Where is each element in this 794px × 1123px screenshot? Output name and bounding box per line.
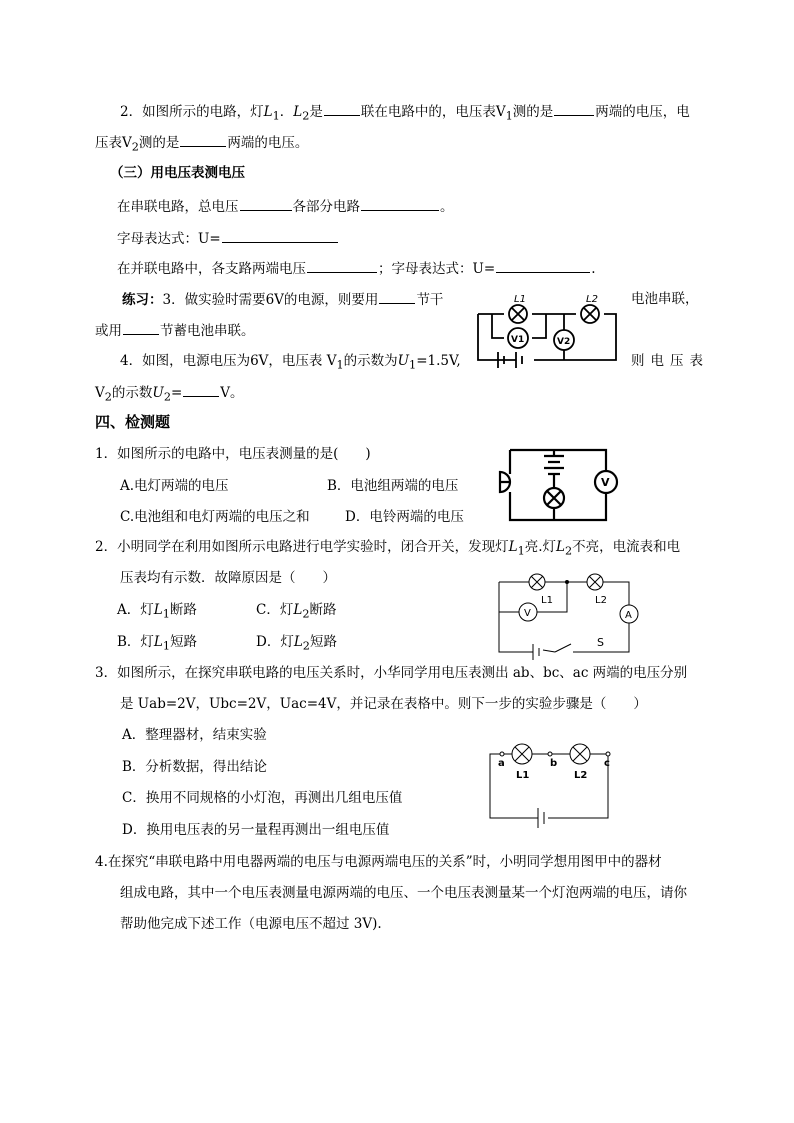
q2-text: 压表: [95, 135, 122, 151]
var-U: U: [397, 353, 410, 369]
text: 各部分电路: [292, 199, 360, 215]
part3-line2: [117, 228, 339, 249]
text: 2．小明同学在利用如图所示电路进行电学实验时，闭合开关，发现灯: [95, 539, 509, 555]
text: =1.5V,: [416, 353, 461, 369]
answer-blank[interactable]: [307, 258, 377, 273]
answer-blank[interactable]: [379, 289, 415, 304]
q2-line1: [120, 101, 690, 127]
text: A．灯: [117, 602, 154, 618]
answer-blank[interactable]: [240, 196, 292, 211]
var-L: L: [153, 602, 163, 618]
q1-option-c[interactable]: C.电池组和电灯两端的电压之和: [120, 509, 310, 525]
q2-text: 两端的电压。: [227, 135, 309, 151]
sub: 1: [505, 109, 513, 123]
lamp-l2-cross: [584, 308, 596, 320]
q3-option-d[interactable]: D．换用电压表的另一量程再测出一组电压值: [122, 822, 390, 838]
q2-text: 联在电路中的，电压表: [360, 104, 496, 120]
label-L1: L1: [514, 294, 526, 305]
text: C．灯: [256, 602, 294, 618]
q3-line1: 3．如图所示，在探究串联电路的电压关系时，小华同学用电压表测出 ab、bc、ac 两端的电压分别: [95, 665, 688, 681]
text: 在串联电路，总电压: [117, 199, 239, 215]
label-V: V: [524, 608, 531, 619]
answer-blank[interactable]: [324, 101, 360, 116]
label-S: S: [597, 636, 604, 649]
ex4-line1: [120, 351, 461, 376]
q2-line2: [95, 132, 308, 158]
q3-option-c[interactable]: C．换用不同规格的小灯泡，再测出几组电压值: [122, 790, 403, 806]
part3-line1: [117, 196, 454, 217]
figure-q3-circuit: [488, 742, 618, 827]
var-L: L: [153, 634, 163, 650]
text: 节干: [416, 292, 444, 308]
q3-option-a[interactable]: A．整理器材，结束实验: [122, 727, 267, 743]
q3-option-b[interactable]: B．分析数据，得出结论: [122, 759, 267, 775]
lamp-l1-cross: [512, 308, 524, 320]
sub: 2: [302, 607, 310, 621]
text: 字母表达式：U=: [117, 231, 221, 247]
sub: 2: [302, 639, 310, 653]
q2-text: 测的是: [138, 135, 180, 151]
wire: [490, 754, 608, 818]
q4-line3: 帮助他完成下述工作（电源电压不超过 3V).: [120, 916, 382, 932]
answer-blank[interactable]: [180, 132, 226, 147]
text: 在并联电路中，各支路两端电压: [117, 261, 306, 277]
var-L: L: [263, 104, 273, 120]
q3-line2: 是 Uab=2V，Ubc=2V，Uac=4V，并记录在表格中。则下一步的实验步骤是（ ）: [120, 696, 647, 712]
ex3-line1: [122, 289, 443, 310]
sub: 2: [565, 544, 573, 558]
var-L: L: [508, 539, 518, 555]
label-L2: L2: [574, 770, 588, 781]
text: 短路: [309, 634, 337, 650]
lamp-l1-cross: [531, 576, 543, 588]
sub: 2: [131, 140, 139, 154]
battery-icon: [538, 808, 544, 828]
text: 。: [440, 199, 454, 215]
sub: 1: [272, 109, 280, 123]
battery-icon: [533, 644, 539, 660]
lamp-cross: [547, 491, 561, 505]
bell-icon: [500, 472, 510, 492]
q2-text: 测的是: [512, 104, 554, 120]
text: 亮.灯: [524, 539, 557, 555]
sub: 2: [104, 390, 112, 404]
switch-icon: [555, 644, 571, 652]
label-L1: L1: [541, 595, 553, 606]
label-L1: L1: [516, 770, 530, 781]
q4-line2: 组成电路，其中一个电压表测量电源两端的电压、一个电压表测量某一个灯泡两端的电压，请你: [120, 885, 687, 901]
figure-ex4-circuit: [476, 290, 626, 370]
text: =: [170, 385, 183, 401]
wire: [510, 450, 606, 520]
sub: 1: [336, 358, 344, 372]
answer-blank[interactable]: [496, 258, 590, 273]
q4-line1: 4.在探究“串联电路中用电器两端的电压与电源两端电压的关系”时，小明同学想用图甲中的器材: [95, 854, 662, 870]
text: 断路: [169, 602, 197, 618]
exercise-label: 练习：: [122, 292, 163, 308]
q2b-line1: [95, 537, 680, 562]
text: D．灯: [256, 634, 294, 650]
lamp-l2-cross: [589, 576, 601, 588]
ex4-line2: [95, 382, 244, 408]
var-L: L: [556, 539, 565, 555]
q2b-option-a[interactable]: [117, 600, 197, 625]
var-L: L: [293, 634, 303, 650]
q2-text: 两端的电压，电: [595, 104, 690, 120]
label-b: b: [550, 758, 558, 769]
text: ；字母表达式：U=: [378, 261, 496, 277]
text: 的示数为: [343, 353, 398, 369]
label-L2: L2: [586, 294, 598, 305]
answer-blank[interactable]: [123, 320, 159, 335]
ex3-line2: [95, 320, 255, 341]
lamp-l1-cross: [515, 747, 529, 761]
terminal-c: [606, 752, 610, 756]
ex4-line1-end: 则电压表: [631, 353, 709, 369]
text: 的示数: [111, 385, 153, 401]
sub: 1: [162, 607, 170, 621]
figure-q2-circuit: [489, 570, 639, 660]
terminal-b: [548, 752, 552, 756]
text: 3．做实验时需要6V的电源，则要用: [162, 292, 379, 308]
q2b-option-c[interactable]: [256, 600, 336, 625]
var-V: V: [122, 135, 132, 151]
sub: 1: [517, 544, 525, 558]
label-V1: V1: [511, 335, 525, 345]
text: 4．如图，电源电压为6V，电压表 V: [120, 353, 337, 369]
label-A: A: [625, 610, 632, 621]
text: V。: [220, 385, 244, 401]
q2-text: 是: [309, 104, 323, 120]
battery-icon: [544, 450, 564, 520]
answer-blank[interactable]: [222, 228, 338, 243]
label-c: c: [604, 758, 610, 769]
text: 或用: [95, 323, 122, 339]
q1-option-d[interactable]: D．电铃两端的电压: [345, 509, 464, 525]
sub: 1: [409, 358, 417, 372]
text: .: [591, 261, 596, 277]
text: 不亮，电流表和电: [572, 539, 681, 555]
q2b-option-b[interactable]: [117, 632, 197, 657]
text: 短路: [170, 634, 198, 650]
q1-option-b[interactable]: B．电池组两端的电压: [327, 478, 459, 494]
text: 节蓄电池串联。: [160, 323, 255, 339]
answer-blank[interactable]: [183, 382, 219, 397]
q2b-line2: 压表均有示数．故障原因是（ ）: [120, 570, 336, 586]
label-V: V: [601, 476, 610, 489]
sub: 2: [302, 109, 310, 123]
q2b-option-d[interactable]: [256, 632, 337, 657]
ex3-line1-end: 电池串联，: [631, 291, 699, 307]
q2-text: 如图所示的电路，灯: [142, 104, 264, 120]
label-V2: V2: [557, 337, 571, 347]
figure-q1-circuit: [494, 446, 624, 526]
text: B．灯: [117, 634, 154, 650]
q1-option-a[interactable]: A.电灯两端的电压: [120, 478, 229, 494]
answer-blank[interactable]: [554, 101, 594, 116]
var-L: L: [293, 104, 303, 120]
lamp-l2-cross: [573, 747, 587, 761]
label-L2: L2: [595, 595, 607, 606]
wire: [499, 582, 629, 652]
text: 断路: [309, 602, 337, 618]
terminal-a: [500, 752, 504, 756]
var-L: L: [293, 602, 303, 618]
q2-number: 2．: [120, 104, 143, 120]
label-a: a: [498, 758, 505, 769]
part4-title: 四、检测题: [95, 413, 171, 431]
text: V: [95, 385, 105, 401]
dot: ．: [279, 104, 294, 120]
sub: 1: [162, 639, 171, 653]
q1-stem: 1．如图所示的电路中，电压表测量的是( ): [95, 446, 371, 462]
var-U: U: [152, 385, 164, 401]
sub: 2: [163, 390, 171, 404]
var-V: V: [495, 104, 506, 120]
answer-blank[interactable]: [361, 196, 439, 211]
part3-line3: [117, 258, 596, 279]
part3-title: （三）用电压表测电压: [110, 165, 245, 181]
